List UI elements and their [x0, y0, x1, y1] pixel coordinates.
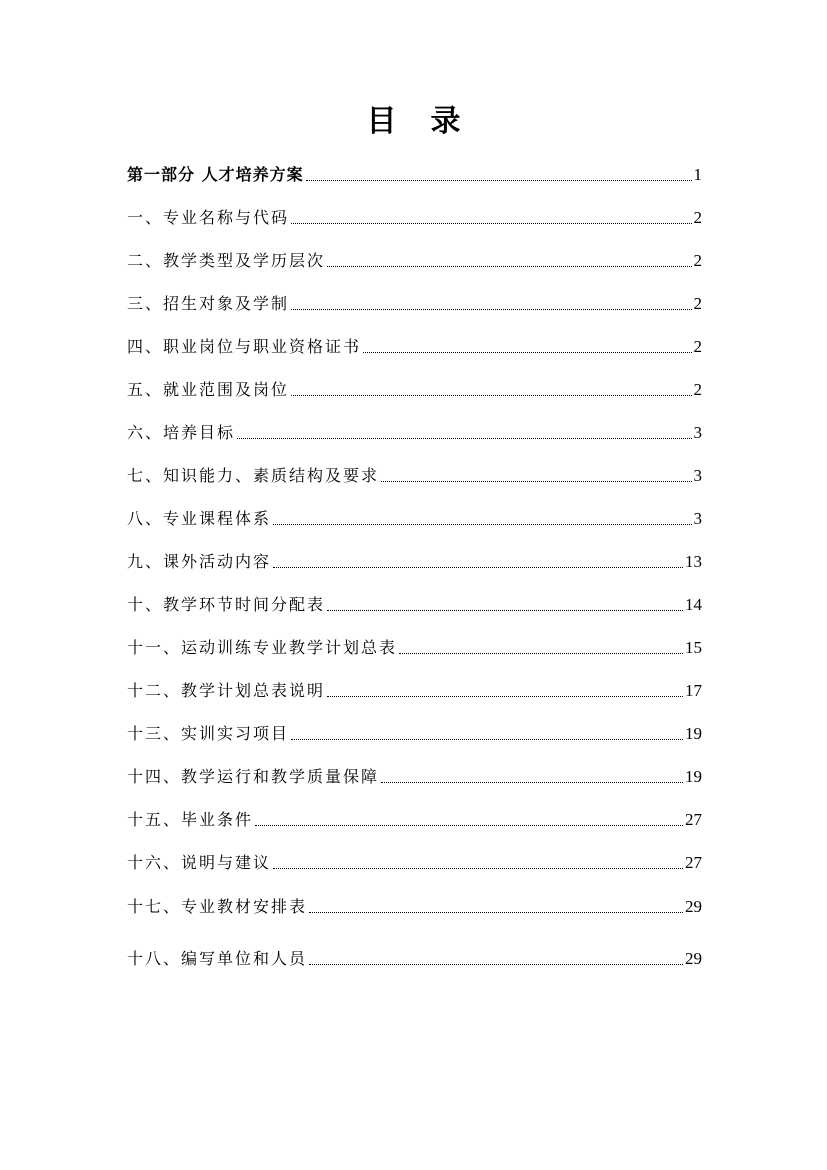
toc-label: 一、专业名称与代码	[127, 208, 290, 227]
toc-label: 三、招生对象及学制	[127, 294, 290, 313]
toc-entry-14[interactable]	[127, 765, 702, 789]
toc-label: 八、专业课程体系	[127, 509, 272, 528]
toc-entry-8[interactable]	[127, 507, 702, 531]
toc-leader	[327, 696, 683, 697]
toc-page: 14	[685, 595, 702, 614]
toc-page: 2	[693, 251, 702, 270]
toc-page: 3	[693, 466, 702, 485]
toc-leader	[255, 825, 683, 826]
toc-label: 十四、教学运行和教学质量保障	[127, 767, 380, 786]
toc-entry-15[interactable]	[127, 808, 702, 832]
toc-label: 十六、说明与建议	[127, 853, 272, 872]
toc-entry-part1[interactable]	[127, 163, 702, 187]
toc-entry-12[interactable]	[127, 679, 702, 703]
toc-page: 1	[693, 165, 702, 184]
toc-leader	[363, 352, 691, 353]
toc-entry-16[interactable]	[127, 851, 702, 875]
toc-page: 19	[685, 767, 702, 786]
toc-label: 二、教学类型及学历层次	[127, 251, 326, 270]
toc-entry-5[interactable]	[127, 378, 702, 402]
toc-leader	[327, 610, 683, 611]
toc-entry-11[interactable]	[127, 636, 702, 660]
toc-page: 2	[693, 380, 702, 399]
toc-label: 十七、专业教材安排表	[127, 897, 308, 916]
page-title	[0, 96, 827, 140]
toc-leader	[273, 524, 691, 525]
toc-page: 29	[685, 897, 702, 916]
toc-label: 十五、毕业条件	[127, 810, 254, 829]
toc-entry-7[interactable]	[127, 464, 702, 488]
toc-page: 17	[685, 681, 702, 700]
toc-page: 27	[685, 810, 702, 829]
toc-leader	[309, 912, 683, 913]
toc-page: 29	[685, 949, 702, 968]
toc-label: 十、教学环节时间分配表	[127, 595, 326, 614]
toc-entry-17[interactable]	[127, 895, 702, 919]
toc-label: 九、课外活动内容	[127, 552, 272, 571]
toc-label: 五、就业范围及岗位	[127, 380, 290, 399]
toc-leader	[291, 739, 683, 740]
toc-leader	[381, 782, 683, 783]
toc-page: 2	[693, 337, 702, 356]
toc-leader	[399, 653, 683, 654]
toc-leader	[291, 223, 691, 224]
toc-page: 2	[693, 208, 702, 227]
toc-label: 四、职业岗位与职业资格证书	[127, 337, 362, 356]
toc-page: 3	[693, 509, 702, 528]
toc-leader	[273, 868, 683, 869]
toc-label: 十二、教学计划总表说明	[127, 681, 326, 700]
toc-entry-4[interactable]	[127, 335, 702, 359]
toc-page: 2	[693, 294, 702, 313]
toc-leader	[237, 438, 691, 439]
toc-entry-9[interactable]	[127, 550, 702, 574]
toc-label: 第一部分 人才培养方案	[127, 165, 304, 184]
title-char-2: 录	[430, 104, 461, 139]
toc-entry-10[interactable]	[127, 593, 702, 617]
toc-label: 十三、实训实习项目	[127, 724, 290, 743]
toc-page: 15	[685, 638, 702, 657]
toc-leader	[327, 266, 691, 267]
toc-leader	[381, 481, 691, 482]
toc-leader	[309, 964, 683, 965]
toc-entry-1[interactable]	[127, 206, 702, 230]
toc-entry-2[interactable]	[127, 249, 702, 273]
title-char-1: 目	[366, 104, 397, 139]
toc-label: 十一、运动训练专业教学计划总表	[127, 638, 398, 657]
toc-leader	[306, 180, 692, 181]
toc-entry-13[interactable]	[127, 722, 702, 746]
toc-page: 27	[685, 853, 702, 872]
toc-leader	[291, 395, 691, 396]
toc-label: 七、知识能力、素质结构及要求	[127, 466, 380, 485]
toc-page: 3	[693, 423, 702, 442]
toc-label: 十八、编写单位和人员	[127, 949, 308, 968]
toc-page: 13	[685, 552, 702, 571]
toc-leader	[273, 567, 683, 568]
toc-page: 19	[685, 724, 702, 743]
toc-entry-3[interactable]	[127, 292, 702, 316]
toc-label: 六、培养目标	[127, 423, 236, 442]
toc-entry-18[interactable]	[127, 947, 702, 971]
toc-entry-6[interactable]	[127, 421, 702, 445]
toc-leader	[291, 309, 691, 310]
